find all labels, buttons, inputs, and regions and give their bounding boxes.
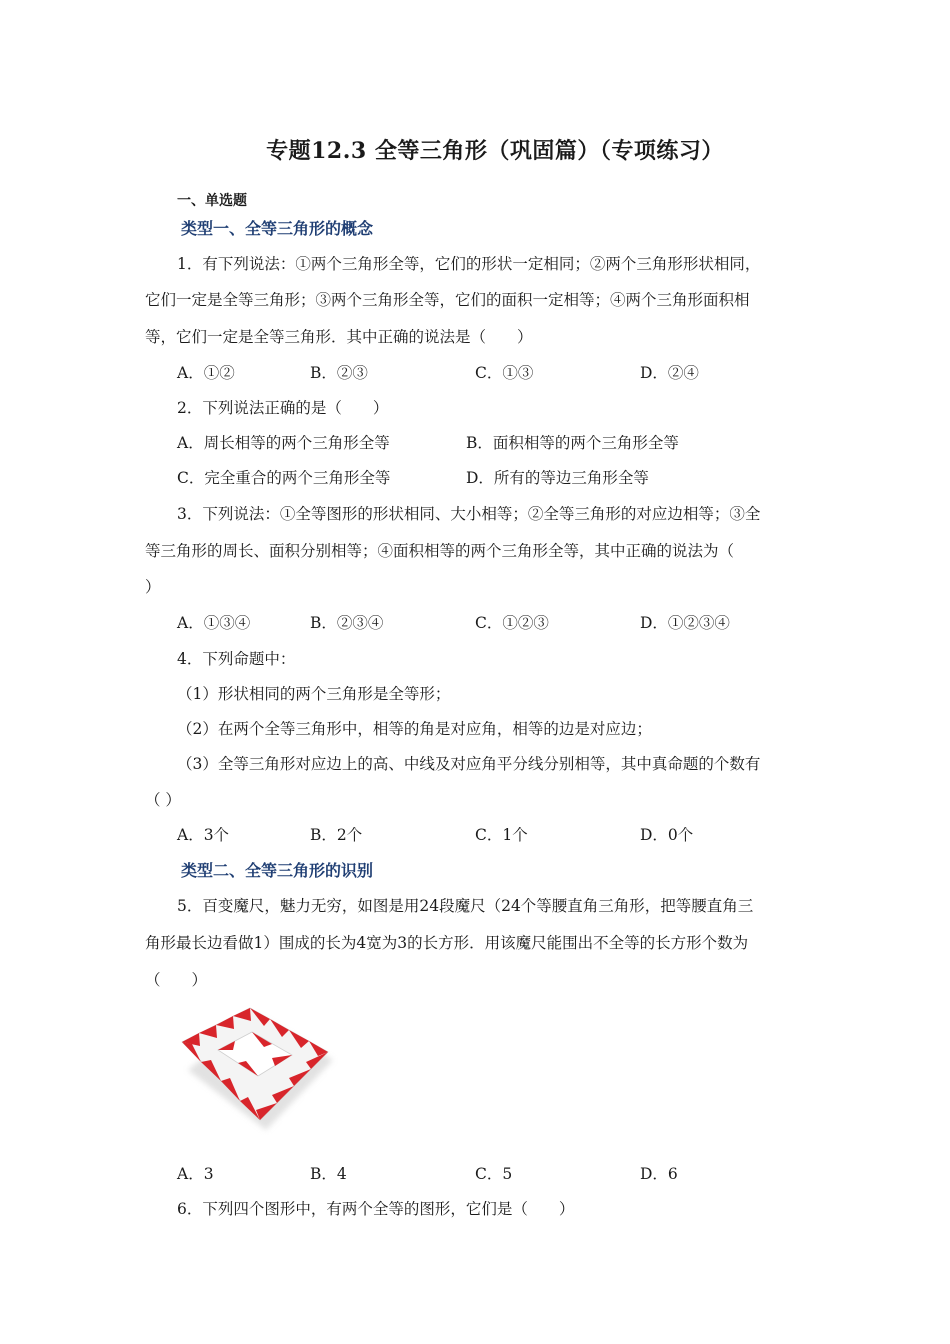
- q4-option-a: A．3个: [177, 826, 230, 844]
- q4-line-2: （1）形状相同的两个三角形是全等形；: [177, 685, 451, 703]
- q5-option-d: D．6: [640, 1165, 678, 1183]
- q2-option-a: A．周长相等的两个三角形全等: [177, 434, 390, 452]
- q3-option-b: B．②③④: [310, 614, 384, 632]
- magic-ruler-rectangle-image: [178, 1000, 338, 1140]
- q4-option-b: B．2个: [310, 826, 363, 844]
- q1-option-d: D．②④: [640, 364, 699, 382]
- q3-option-a: A．①③④: [177, 614, 251, 632]
- q1-option-a: A．①②: [177, 364, 235, 382]
- q4-line-1: 4．下列命题中：: [177, 650, 296, 668]
- q3-option-c: C．①②③: [475, 614, 549, 632]
- q4-line-5: （ ）: [145, 791, 181, 809]
- q2-option-d: D．所有的等边三角形全等: [466, 469, 649, 487]
- q3-line-1: 3．下列说法：①全等图形的形状相同、大小相等；②全等三角形的对应边相等；③全: [177, 505, 761, 523]
- q1-line-1: 1．有下列说法：①两个三角形全等，它们的形状一定相同；②两个三角形形状相同，: [177, 255, 761, 273]
- q5-option-a: A．3: [177, 1165, 214, 1183]
- q5-option-c: C．5: [475, 1165, 513, 1183]
- type-heading-1: 类型一、全等三角形的概念: [181, 219, 374, 238]
- q3-line-3: ）: [145, 578, 161, 596]
- q3-line-2: 等三角形的周长、面积分别相等；④面积相等的两个三角形全等，其中正确的说法为（: [145, 542, 735, 560]
- q4-line-3: （2）在两个全等三角形中，相等的角是对应角，相等的边是对应边；: [177, 720, 652, 738]
- page-title: 专题12.3 全等三角形（巩固篇）（专项练习）: [266, 138, 724, 164]
- q5-line-1: 5．百变魔尺，魅力无穷，如图是用24段魔尺（24个等腰直角三角形，把等腰直角三: [177, 897, 754, 915]
- q4-option-c: C．1个: [475, 826, 528, 844]
- q5-option-b: B．4: [310, 1165, 347, 1183]
- q2-option-b: B．面积相等的两个三角形全等: [466, 434, 679, 452]
- q2-line-1: 2．下列说法正确的是（ ）: [177, 399, 389, 417]
- q4-line-4: （3）全等三角形对应边上的高、中线及对应角平分线分别相等，其中真命题的个数有: [177, 755, 761, 773]
- q1-line-2: 它们一定是全等三角形；③两个三角形全等，它们的面积一定相等；④两个三角形面积相: [145, 291, 750, 309]
- q5-line-2: 角形最长边看做1）围成的长为4宽为3的长方形．用该魔尺能围出不全等的长方形个数为: [145, 934, 749, 952]
- q6-line-1: 6．下列四个图形中，有两个全等的图形，它们是（ ）: [177, 1200, 575, 1218]
- q4-option-d: D．0个: [640, 826, 694, 844]
- q1-option-c: C．①③: [475, 364, 534, 382]
- q1-line-3: 等，它们一定是全等三角形．其中正确的说法是（ ）: [145, 328, 533, 346]
- type-heading-2: 类型二、全等三角形的识别: [181, 861, 374, 880]
- section-heading: 一、单选题: [177, 193, 247, 209]
- q1-option-b: B．②③: [310, 364, 368, 382]
- q3-option-d: D．①②③④: [640, 614, 730, 632]
- q2-option-c: C．完全重合的两个三角形全等: [177, 469, 391, 487]
- q5-line-3: （ ）: [145, 971, 208, 989]
